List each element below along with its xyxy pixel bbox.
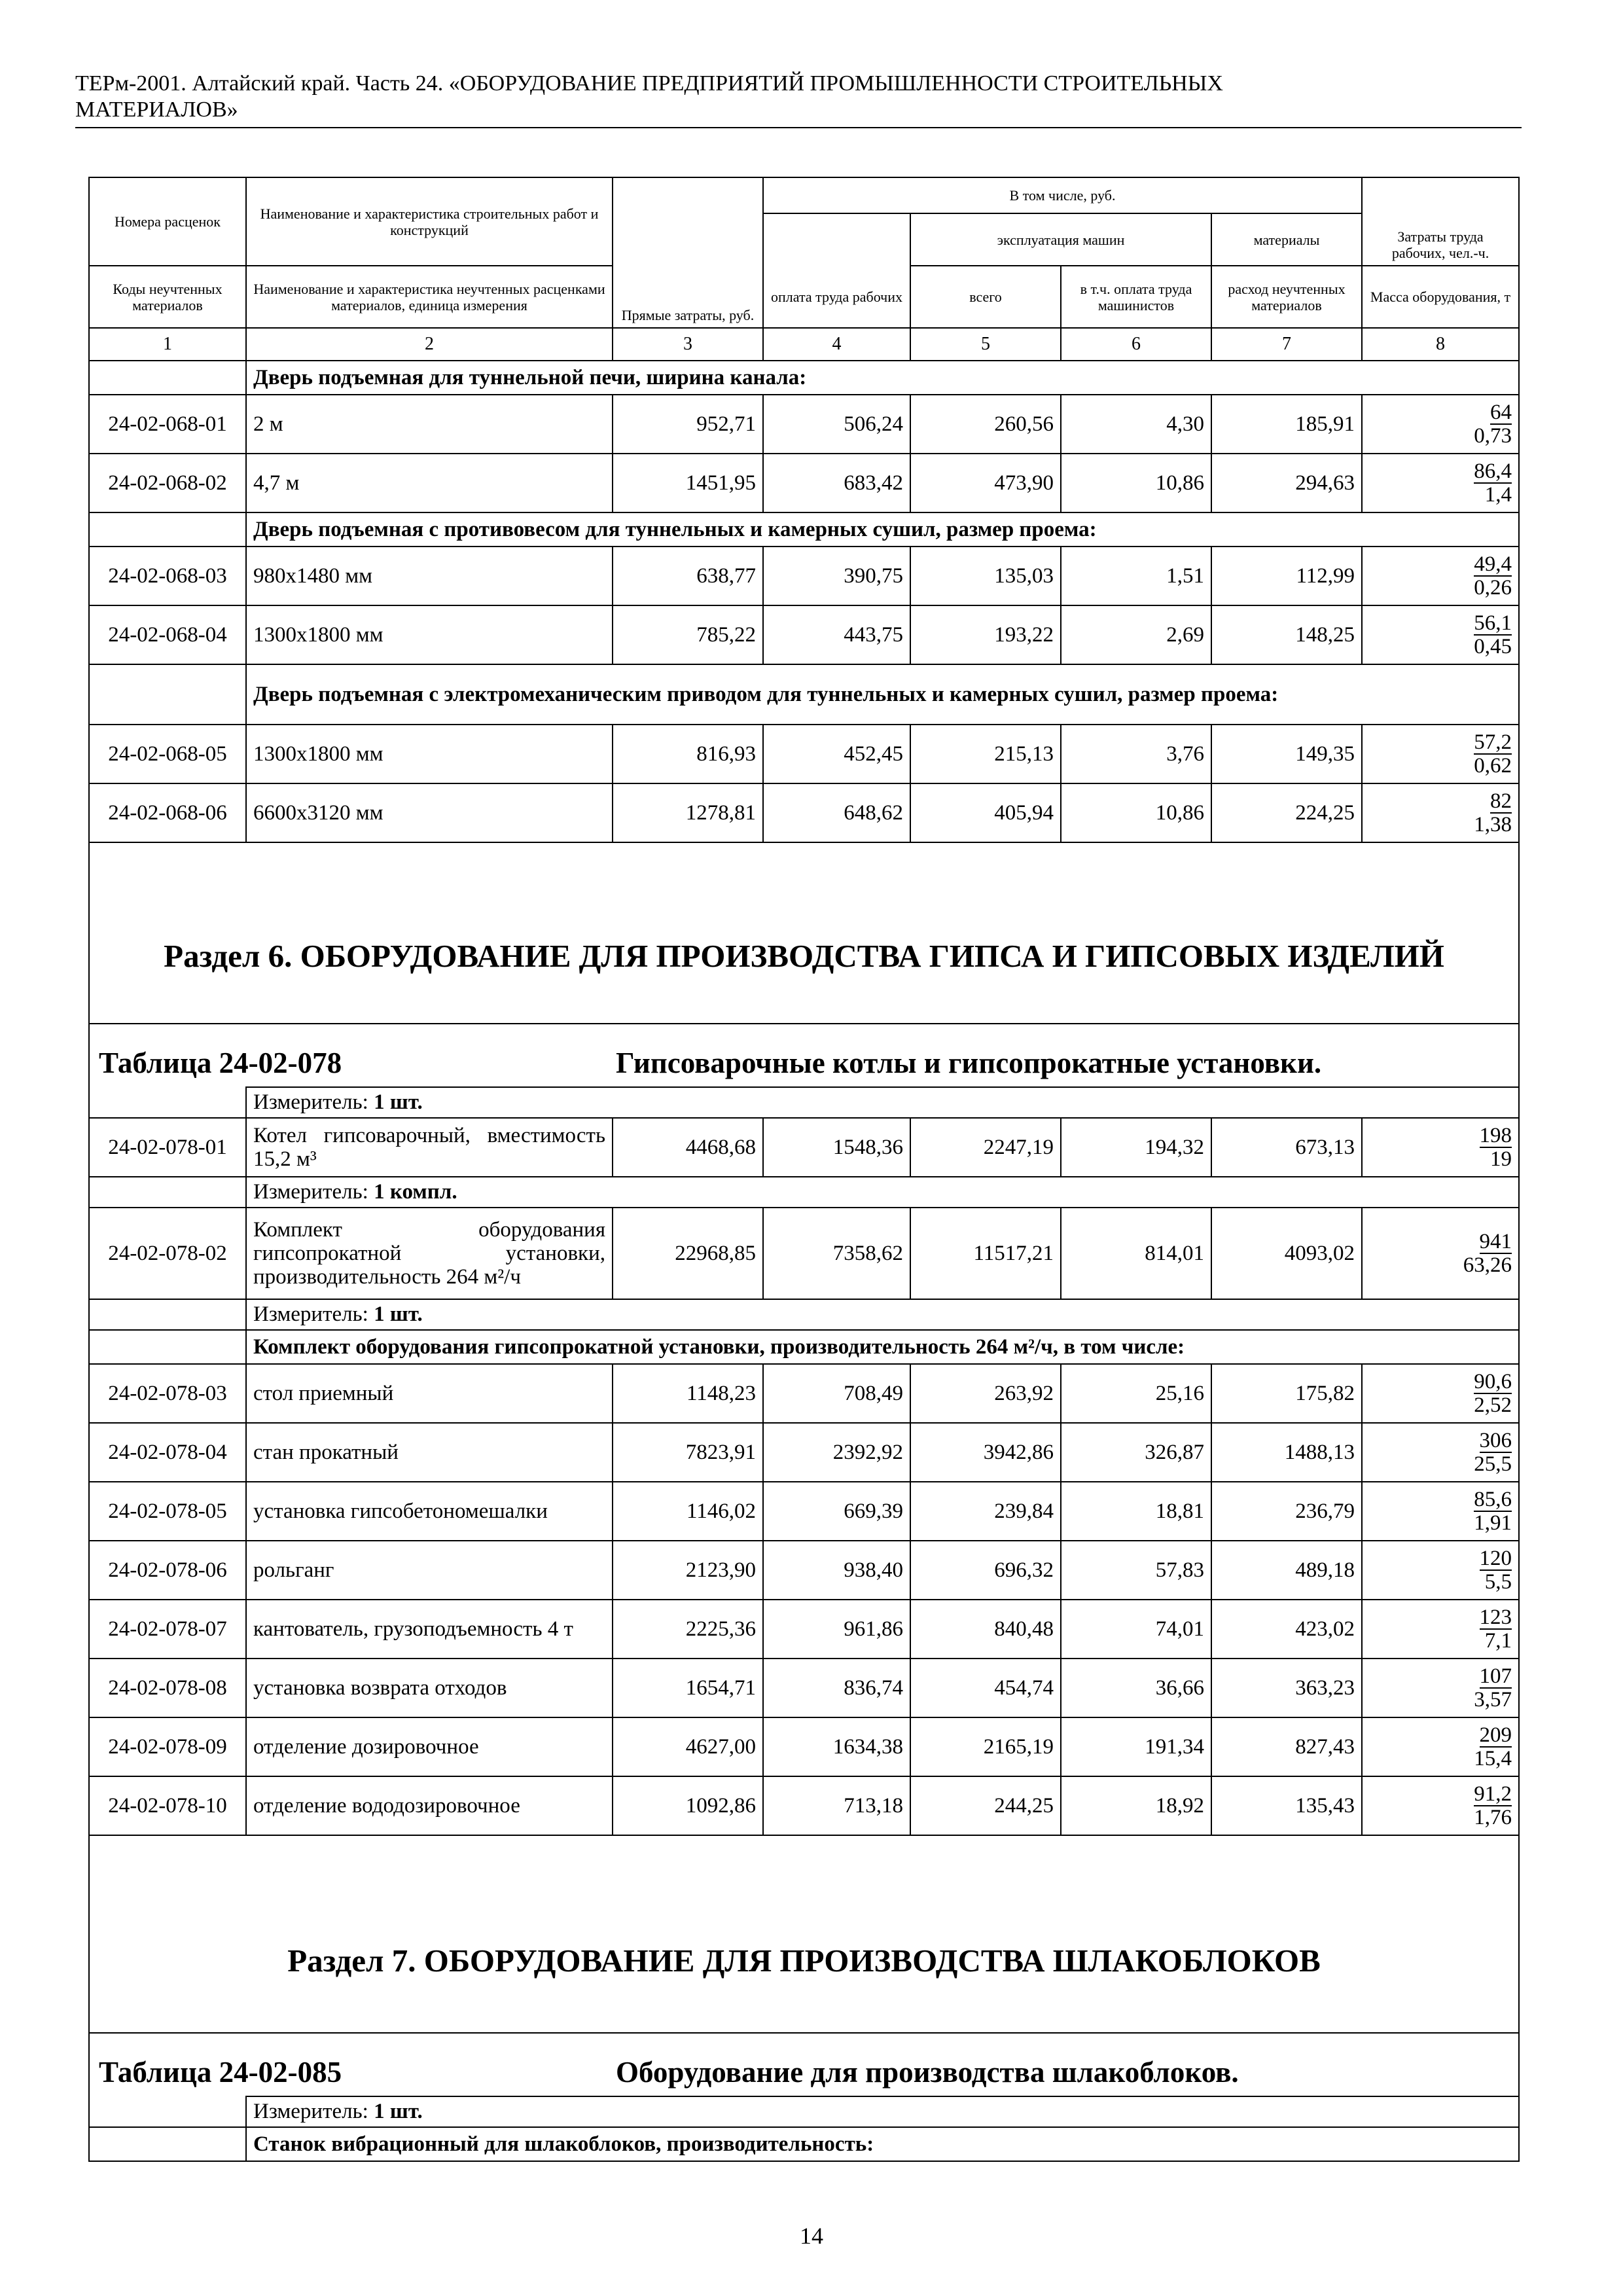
row-materials: 236,79 [1211,1482,1362,1541]
header-name: Наименование и характеристика строительных работ и конструкций [246,177,613,266]
column-number: 4 [763,328,910,361]
row-machines-total: 696,32 [910,1541,1061,1600]
row-wages: 1634,38 [763,1717,910,1776]
row-operators-wages: 74,01 [1061,1600,1211,1659]
row-operators-wages: 326,87 [1061,1423,1211,1482]
column-number: 8 [1362,328,1519,361]
row-code: 24-02-078-09 [89,1717,246,1776]
row-mass: 0,26 [1474,576,1512,600]
group-title: Дверь подъемная с электромеханическим приводом для туннельных и камерных сушил, размер проема: [246,664,1519,725]
measure-text: Измеритель: 1 компл. [246,1177,1519,1208]
row-labor: 91,2 [1474,1782,1512,1806]
header-labor: Затраты труда рабочих, чел.-ч. [1362,177,1519,266]
column-number: 2 [246,328,613,361]
row-operators-wages: 18,92 [1061,1776,1211,1835]
rates-table [88,177,1520,2162]
row-mass: 15,4 [1474,1747,1512,1770]
row-materials: 149,35 [1211,725,1362,783]
row-wages: 1548,36 [763,1118,910,1177]
row-code: 24-02-068-02 [89,454,246,512]
table-row [89,783,1519,842]
header-direct-costs: Прямые затраты, руб. [613,177,763,328]
row-wages: 452,45 [763,725,910,783]
row-operators-wages: 814,01 [1061,1208,1211,1299]
row-code: 24-02-068-04 [89,605,246,664]
row-materials: 185,91 [1211,395,1362,454]
measure-row [89,1299,1519,1330]
table-row [89,1659,1519,1717]
measure-text: Измеритель: 1 шт. [246,2096,1519,2127]
table-row [89,1423,1519,1482]
row-operators-wages: 194,32 [1061,1118,1211,1177]
row-labor: 56,1 [1474,611,1512,635]
row-labor-mass [1362,1717,1519,1776]
row-machines-total: 244,25 [910,1776,1061,1835]
row-labor: 123 [1479,1605,1512,1629]
row-wages: 443,75 [763,605,910,664]
row-operators-wages: 191,34 [1061,1717,1211,1776]
row-name: 1300х1800 мм [246,605,613,664]
row-machines-total: 239,84 [910,1482,1061,1541]
row-name: стол приемный [246,1364,613,1423]
row-machines-total: 11517,21 [910,1208,1061,1299]
table-row [89,1208,1519,1299]
header-operators-wages: в т.ч. оплата труда машинистов [1061,266,1211,328]
row-labor: 85,6 [1474,1488,1512,1511]
row-wages: 708,49 [763,1364,910,1423]
row-labor: 64 [1490,401,1512,424]
row-labor-mass [1362,1659,1519,1717]
row-direct-costs: 1278,81 [613,783,763,842]
row-mass: 3,57 [1474,1688,1512,1712]
row-direct-costs: 7823,91 [613,1423,763,1482]
row-direct-costs: 2123,90 [613,1541,763,1600]
row-operators-wages: 25,16 [1061,1364,1211,1423]
group-row [89,1330,1519,1364]
row-direct-costs: 1146,02 [613,1482,763,1541]
table-78-title: Гипсоварочные котлы и гипсопрокатные установки. [616,1047,1322,1079]
row-code: 24-02-078-08 [89,1659,246,1717]
row-labor-mass [1362,395,1519,454]
row-machines-total: 193,22 [910,605,1061,664]
row-code: 24-02-068-06 [89,783,246,842]
row-labor-mass [1362,783,1519,842]
row-machines-total: 2247,19 [910,1118,1061,1177]
row-code: 24-02-078-10 [89,1776,246,1835]
header-wages: оплата труда рабочих [763,266,910,328]
row-direct-costs: 4468,68 [613,1118,763,1177]
row-direct-costs: 1654,71 [613,1659,763,1717]
row-wages: 713,18 [763,1776,910,1835]
row-code: 24-02-078-07 [89,1600,246,1659]
row-wages: 506,24 [763,395,910,454]
group-title: Комплект оборудования гипсопрокатной установки, производительность 264 м²/ч, в том числе: [246,1330,1519,1364]
row-materials: 489,18 [1211,1541,1362,1600]
row-mass: 0,45 [1474,635,1512,658]
row-materials: 4093,02 [1211,1208,1362,1299]
row-name: 2 м [246,395,613,454]
row-machines-total: 135,03 [910,547,1061,605]
row-labor-mass [1362,1600,1519,1659]
row-name: Котел гипсоварочный, вместимость 15,2 м³ [246,1118,613,1177]
row-mass: 1,38 [1474,813,1512,836]
table-row [89,1776,1519,1835]
row-operators-wages: 4,30 [1061,395,1211,454]
row-operators-wages: 57,83 [1061,1541,1211,1600]
row-code: 24-02-078-01 [89,1118,246,1177]
table-row [89,547,1519,605]
row-operators-wages: 2,69 [1061,605,1211,664]
header-materials: материалы [1211,213,1362,266]
row-labor: 198 [1479,1124,1512,1147]
row-code: 24-02-068-05 [89,725,246,783]
row-mass: 25,5 [1474,1452,1512,1476]
table-row [89,1717,1519,1776]
row-name: стан прокатный [246,1423,613,1482]
row-machines-total: 2165,19 [910,1717,1061,1776]
row-labor-mass [1362,1776,1519,1835]
row-direct-costs: 4627,00 [613,1717,763,1776]
header-line-2: МАТЕРИАЛОВ» [75,98,238,122]
row-code: 24-02-078-06 [89,1541,246,1600]
row-name: 980х1480 мм [246,547,613,605]
row-name: кантователь, грузоподъемность 4 т [246,1600,613,1659]
header-in-total: В том числе, руб. [763,177,1362,213]
table-row [89,395,1519,454]
row-mass: 5,5 [1484,1570,1512,1594]
header-mass: Масса оборудования, т [1362,266,1519,328]
row-code: 24-02-068-03 [89,547,246,605]
table-85-number: Таблица 24-02-085 [99,2056,342,2089]
row-name: установка возврата отходов [246,1659,613,1717]
row-labor: 120 [1479,1547,1512,1570]
row-labor: 57,2 [1474,730,1512,754]
row-labor-mass [1362,725,1519,783]
row-code: 24-02-078-03 [89,1364,246,1423]
row-name: рольганг [246,1541,613,1600]
measure-row [89,2096,1519,2127]
section-row [89,842,1519,1024]
row-operators-wages: 18,81 [1061,1482,1211,1541]
page-header [75,71,1522,128]
column-number: 5 [910,328,1061,361]
table-title-row [89,1024,1519,1087]
row-wages: 648,62 [763,783,910,842]
section-6-title: Раздел 6. ОБОРУДОВАНИЕ ДЛЯ ПРОИЗВОДСТВА ГИПСА И ГИПСОВЫХ ИЗДЕЛИЙ [89,842,1519,1024]
row-labor-mass [1362,1423,1519,1482]
row-labor: 209 [1479,1723,1512,1747]
row-machines-total: 454,74 [910,1659,1061,1717]
measure-row [89,1177,1519,1208]
row-labor: 49,4 [1474,552,1512,576]
row-materials: 148,25 [1211,605,1362,664]
row-direct-costs: 1451,95 [613,454,763,512]
table-row [89,1364,1519,1423]
row-direct-costs: 785,22 [613,605,763,664]
row-wages: 669,39 [763,1482,910,1541]
row-machines-total: 260,56 [910,395,1061,454]
row-operators-wages: 10,86 [1061,454,1211,512]
row-direct-costs: 638,77 [613,547,763,605]
row-materials: 827,43 [1211,1717,1362,1776]
row-name: установка гипсобетономешалки [246,1482,613,1541]
table-row [89,1600,1519,1659]
column-number: 6 [1061,328,1211,361]
row-labor-mass [1362,454,1519,512]
row-wages: 7358,62 [763,1208,910,1299]
group-row [89,361,1519,395]
table-row [89,1482,1519,1541]
group-title: Дверь подъемная для туннельной печи, ширина канала: [246,361,1519,395]
column-numbers-row [89,328,1519,361]
group-row [89,512,1519,547]
row-direct-costs: 1148,23 [613,1364,763,1423]
row-wages: 938,40 [763,1541,910,1600]
row-materials: 112,99 [1211,547,1362,605]
row-name: 4,7 м [246,454,613,512]
row-direct-costs: 816,93 [613,725,763,783]
row-code: 24-02-078-04 [89,1423,246,1482]
row-wages: 836,74 [763,1659,910,1717]
row-name: отделение дозировочное [246,1717,613,1776]
header-machines-total: всего [910,266,1061,328]
group-row [89,2127,1519,2161]
row-code: 24-02-078-05 [89,1482,246,1541]
row-labor: 82 [1490,789,1512,813]
column-number: 3 [613,328,763,361]
header-material-name: Наименование и характеристика неучтенных расценками материалов, единица измерения [246,266,613,328]
header-codes: Номера расценок [89,177,246,266]
row-labor-mass [1362,1482,1519,1541]
row-name: Комплект оборудования гипсопрокатной установки, производительность 264 м²/ч [246,1208,613,1299]
row-mass: 0,73 [1474,424,1512,448]
header-machines: эксплуатация машин [910,213,1211,266]
row-name: 6600х3120 мм [246,783,613,842]
row-materials: 294,63 [1211,454,1362,512]
row-mass: 1,91 [1474,1511,1512,1535]
row-machines-total: 405,94 [910,783,1061,842]
table-row [89,1541,1519,1600]
row-operators-wages: 3,76 [1061,725,1211,783]
row-materials: 224,25 [1211,783,1362,842]
row-operators-wages: 36,66 [1061,1659,1211,1717]
row-code: 24-02-078-02 [89,1208,246,1299]
row-machines-total: 263,92 [910,1364,1061,1423]
table-row [89,605,1519,664]
section-7-title: Раздел 7. ОБОРУДОВАНИЕ ДЛЯ ПРОИЗВОДСТВА ШЛАКОБЛОКОВ [89,1835,1519,2033]
section-row [89,1835,1519,2033]
row-materials: 175,82 [1211,1364,1362,1423]
row-materials: 423,02 [1211,1600,1362,1659]
measure-text: Измеритель: 1 шт. [246,1299,1519,1330]
row-labor-mass [1362,605,1519,664]
row-wages: 961,86 [763,1600,910,1659]
row-labor: 90,6 [1474,1370,1512,1393]
column-number: 1 [89,328,246,361]
row-mass: 7,1 [1484,1629,1512,1653]
header-material-use: расход неучтенных материалов [1211,266,1362,328]
table-78-number: Таблица 24-02-078 [99,1047,342,1079]
row-direct-costs: 2225,36 [613,1600,763,1659]
measure-text: Измеритель: 1 шт. [246,1087,1519,1118]
table-title-row [89,2033,1519,2096]
table-85-title: Оборудование для производства шлакоблоков. [616,2056,1239,2089]
row-wages: 2392,92 [763,1423,910,1482]
row-materials: 363,23 [1211,1659,1362,1717]
row-wages: 683,42 [763,454,910,512]
row-labor-mass [1362,1364,1519,1423]
row-direct-costs: 1092,86 [613,1776,763,1835]
row-direct-costs: 22968,85 [613,1208,763,1299]
row-labor: 86,4 [1474,459,1512,483]
header-line-1: ТЕРм-2001. Алтайский край. Часть 24. «ОБОРУДОВАНИЕ ПРЕДПРИЯТИЙ ПРОМЫШЛЕННОСТИ СТРОИТЕЛЬНЫХ [75,71,1223,96]
group-title: Дверь подъемная с противовесом для туннельных и камерных сушил, размер проема: [246,512,1519,547]
row-wages: 390,75 [763,547,910,605]
row-name: отделение вододозировочное [246,1776,613,1835]
row-name: 1300х1800 мм [246,725,613,783]
header-material-codes: Коды неучтенных материалов [89,266,246,328]
row-labor-mass [1362,1541,1519,1600]
row-operators-wages: 10,86 [1061,783,1211,842]
row-mass: 63,26 [1463,1253,1512,1277]
row-machines-total: 840,48 [910,1600,1061,1659]
row-labor-mass [1362,1118,1519,1177]
row-labor-mass [1362,547,1519,605]
row-direct-costs: 952,71 [613,395,763,454]
row-materials: 673,13 [1211,1118,1362,1177]
row-mass: 1,4 [1484,483,1512,507]
row-labor: 941 [1479,1230,1512,1253]
row-mass: 1,76 [1474,1806,1512,1829]
row-materials: 135,43 [1211,1776,1362,1835]
row-code: 24-02-068-01 [89,395,246,454]
group-row [89,664,1519,725]
row-materials: 1488,13 [1211,1423,1362,1482]
row-labor: 306 [1479,1429,1512,1452]
table-row [89,1118,1519,1177]
row-labor-mass [1362,1208,1519,1299]
row-mass: 0,62 [1474,754,1512,778]
header-blank [763,213,910,266]
table-row [89,454,1519,512]
row-operators-wages: 1,51 [1061,547,1211,605]
group-title: Станок вибрационный для шлакоблоков, производительность: [246,2127,1519,2161]
row-machines-total: 3942,86 [910,1423,1061,1482]
page-number: 14 [800,2223,823,2249]
row-mass: 2,52 [1474,1393,1512,1417]
column-number: 7 [1211,328,1362,361]
measure-row [89,1087,1519,1118]
table-row [89,725,1519,783]
row-machines-total: 215,13 [910,725,1061,783]
row-labor: 107 [1479,1664,1512,1688]
row-mass: 19 [1490,1147,1512,1171]
row-machines-total: 473,90 [910,454,1061,512]
